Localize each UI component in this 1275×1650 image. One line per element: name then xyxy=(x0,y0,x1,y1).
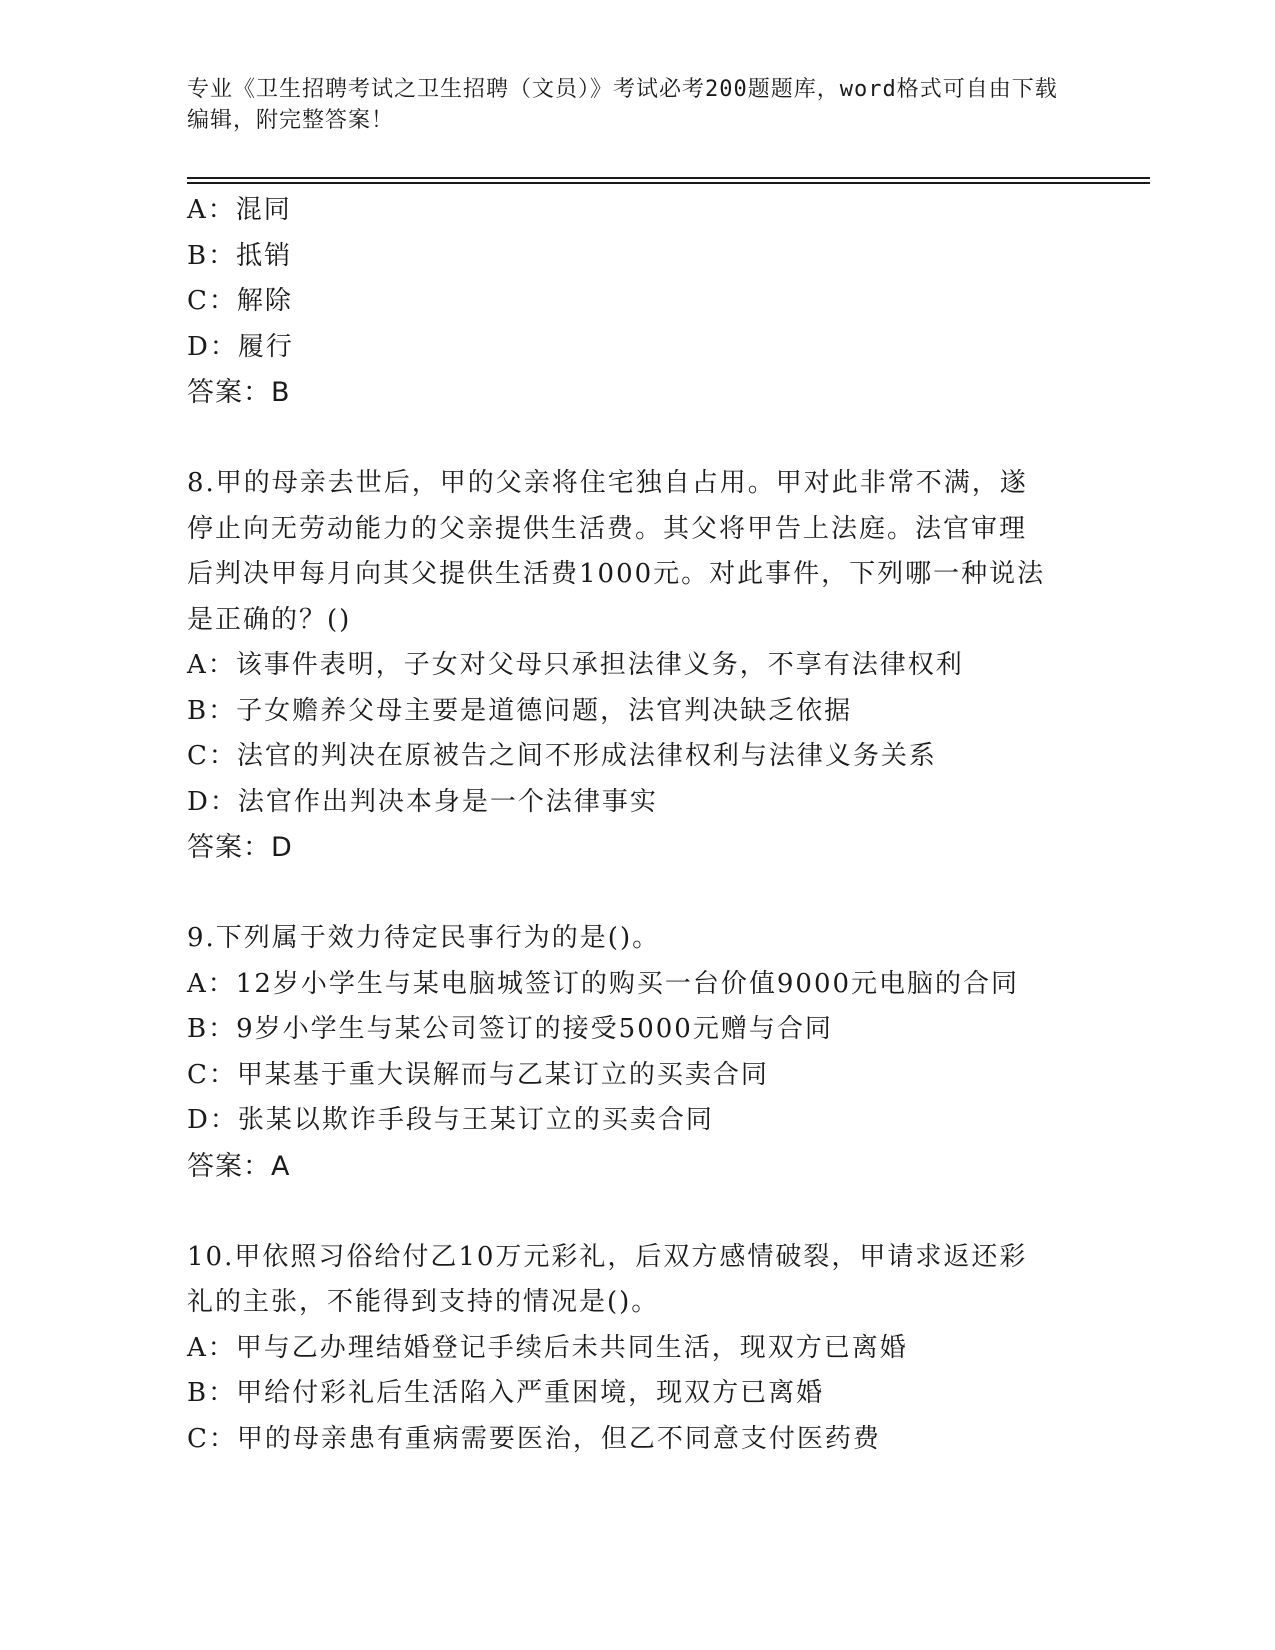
question-stem-line: 后判决甲每月向其父提供生活费1000元。对此事件，下列哪一种说法 xyxy=(187,559,1046,589)
spacer xyxy=(187,416,1077,462)
question-stem-line: 是正确的？() xyxy=(187,604,352,635)
answer-line: 答案：B xyxy=(187,377,291,408)
question-8 xyxy=(187,461,1077,871)
option-d: D：法官作出判决本身是一个法律事实 xyxy=(187,786,658,817)
header-divider-bottom xyxy=(187,182,1150,184)
option-c: C：甲某基于重大误解而与乙某订立的买卖合同 xyxy=(187,1059,769,1090)
question-stem-line: 礼的主张，不能得到支持的情况是()。 xyxy=(187,1287,660,1317)
option-c: C：解除 xyxy=(187,286,293,316)
option-a: A：甲与乙办理结婚登记手续后未共同生活，现双方已离婚 xyxy=(187,1332,908,1363)
option-c: C：甲的母亲患有重病需要医治，但乙不同意支付医药费 xyxy=(187,1423,881,1454)
question-stem-line: 8.甲的母亲去世后，甲的父亲将住宅独自占用。甲对此非常不满，遂 xyxy=(187,468,1028,498)
option-a: A：12岁小学生与某电脑城签订的购买一台价值9000元电脑的合同 xyxy=(187,968,1020,999)
option-a: A：混同 xyxy=(187,195,292,225)
option-c: C：法官的判决在原被告之间不形成法律权利与法律义务关系 xyxy=(187,741,937,771)
option-b: B：子女赡养父母主要是道德问题，法官判决缺乏依据 xyxy=(187,695,853,726)
answer-line: 答案：D xyxy=(187,832,293,863)
answer-line: 答案：A xyxy=(187,1150,291,1182)
spacer xyxy=(187,1189,1077,1235)
spacer xyxy=(187,871,1077,917)
option-b: B：9岁小学生与某公司签订的接受5000元赠与合同 xyxy=(187,1014,833,1044)
question-10 xyxy=(187,1235,1077,1463)
question-content xyxy=(187,188,1077,1462)
option-a: A：该事件表明，子女对父母只承担法律义务，不享有法律权利 xyxy=(187,650,964,680)
question-stem-line: 停止向无劳动能力的父亲提供生活费。其父将甲告上法庭。法官审理 xyxy=(187,513,1028,544)
document-header: 专业《卫生招聘考试之卫生招聘（文员）》考试必考200题题库，word格式可自由下载编辑，附完整答案！ xyxy=(187,77,1058,133)
option-b: B：甲给付彩礼后生活陷入严重困境，现双方已离婚 xyxy=(187,1378,825,1408)
option-d: D：张某以欺诈手段与王某订立的买卖合同 xyxy=(187,1105,714,1135)
question-stem-line: 9.下列属于效力待定民事行为的是()。 xyxy=(187,923,661,953)
option-d: D：履行 xyxy=(187,331,294,362)
question-9 xyxy=(187,916,1077,1189)
option-b: B：抵销 xyxy=(187,240,293,271)
header-divider-top xyxy=(187,177,1150,179)
question-stem-line: 10.甲依照习俗给付乙10万元彩礼，后双方感情破裂，甲请求返还彩 xyxy=(187,1241,1028,1272)
question-7 xyxy=(187,188,1077,416)
